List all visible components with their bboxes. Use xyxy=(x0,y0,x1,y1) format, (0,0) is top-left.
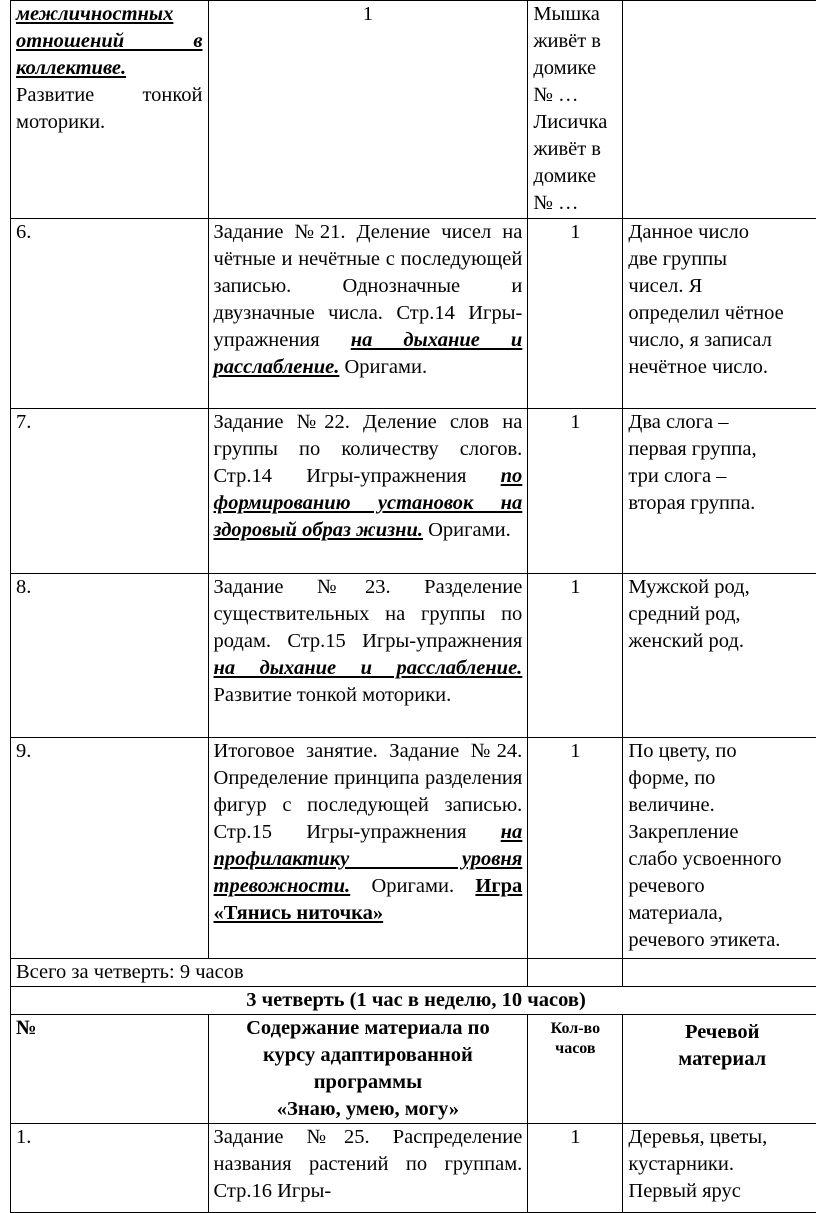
speech-line: число, я записал xyxy=(628,327,816,354)
row-speech xyxy=(623,574,816,738)
header-hours-line: часов xyxy=(533,1039,617,1059)
total-hours-empty xyxy=(528,959,623,987)
lesson-plan-table xyxy=(10,0,816,1213)
speech-line: женский род. xyxy=(628,628,816,655)
speech-line: Деревья, цветы, xyxy=(628,1124,816,1151)
row-speech xyxy=(623,219,816,409)
header-content xyxy=(208,1015,528,1124)
row-number: 7. xyxy=(11,409,209,574)
row-hours: 1 xyxy=(528,219,623,409)
header-num: № xyxy=(11,1015,209,1124)
header-hours xyxy=(528,1015,623,1124)
row-number: 8. xyxy=(11,574,209,738)
speech-line: три слога – xyxy=(628,463,816,490)
row-speech xyxy=(623,738,816,959)
speech-line: По цвету, по xyxy=(628,738,816,765)
row-top-emphasis: межличностных отношений в коллективе. xyxy=(16,3,203,79)
header-content-line: курсу адаптированной xyxy=(214,1042,523,1069)
row-speech xyxy=(623,1124,816,1213)
content-text: Оригами. xyxy=(344,356,427,378)
row-number: 6. xyxy=(11,219,209,409)
table-row xyxy=(11,1,816,219)
row-top-hours: 1 xyxy=(208,1,528,219)
row-speech xyxy=(623,409,816,574)
quarter-title: 3 четверть (1 час в неделю, 10 часов) xyxy=(11,987,816,1015)
table-row xyxy=(11,1124,816,1213)
speech-line: вторая группа. xyxy=(628,490,816,517)
content-text: Развитие тонкой моторики. xyxy=(214,684,452,706)
speech-line: форме, по xyxy=(628,765,816,792)
speech-line: речевого этикета. xyxy=(628,927,816,954)
header-content-line: Содержание материала по xyxy=(214,1015,523,1042)
row-hours: 1 xyxy=(528,1124,623,1213)
speech-line: Два слога – xyxy=(628,409,816,436)
content-text: Задание №21. Деление чисел на чётные и нечётные с последующей записью. Однозначные и двузначные числа. Стр.14 Игры-упражнения xyxy=(214,221,523,351)
content-emphasis: на дыхание и расслабление. xyxy=(214,657,523,679)
content-text: Оригами. xyxy=(371,875,454,897)
speech-line: материала, xyxy=(628,900,816,927)
quarter-total: Всего за четверть: 9 часов xyxy=(11,959,528,987)
speech-line: первая группа, xyxy=(628,436,816,463)
table-row xyxy=(11,219,816,409)
table-row xyxy=(11,409,816,574)
row-top-col1 xyxy=(11,1,209,219)
speech-line: Закрепление xyxy=(628,819,816,846)
speech-line: определил чётное xyxy=(628,300,816,327)
table-row xyxy=(11,738,816,959)
content-emphasis: на дыхание и расслабление. xyxy=(214,329,523,378)
content-game: Игра «Тянись ниточка» xyxy=(214,875,523,924)
content-text: Оригами. xyxy=(428,519,511,541)
row-number: 9. xyxy=(11,738,209,959)
row-top-text: Развитие тонкой моторики. xyxy=(16,84,203,133)
content-text: Задание №22. Деление слов на группы по количеству слогов. Стр.14 Игры-упражнения xyxy=(214,411,523,487)
header-speech xyxy=(623,1015,816,1124)
speech-line: слабо усвоенного xyxy=(628,846,816,873)
speech-line: речевого xyxy=(628,873,816,900)
speech-line: нечётное число. xyxy=(628,354,816,381)
table-row-quarter xyxy=(11,987,816,1015)
row-hours: 1 xyxy=(528,409,623,574)
content-emphasis: на профилактику уровня тревожности. xyxy=(214,821,523,897)
speech-line: величине. xyxy=(628,792,816,819)
speech-line: кустарники. xyxy=(628,1151,816,1178)
row-top-speech-line: Мышка живёт в домике № … xyxy=(533,1,617,109)
table-row-total xyxy=(11,959,816,987)
content-text: Итоговое занятие. Задание №24. Определение принципа разделения фигур с последующей записью. Стр.15 Игры-упражнения xyxy=(214,740,523,843)
content-text: Задание №23. Разделение существительных на группы по родам. Стр.15 Игры-упражнения xyxy=(214,576,523,652)
row-content xyxy=(208,219,528,409)
speech-line: Первый ярус xyxy=(628,1178,816,1205)
header-speech-line: Речевой xyxy=(628,1019,816,1046)
header-content-line: программы xyxy=(214,1069,523,1096)
content-emphasis: по формированию установок на здоровый образ жизни. xyxy=(214,465,523,541)
total-speech-empty xyxy=(623,959,816,987)
row-hours: 1 xyxy=(528,574,623,738)
header-content-line: «Знаю, умею, могу» xyxy=(214,1096,523,1123)
row-number: 1. xyxy=(11,1124,209,1213)
row-content xyxy=(208,738,528,959)
speech-line: Мужской род, xyxy=(628,574,816,601)
row-hours: 1 xyxy=(528,738,623,959)
row-content xyxy=(208,574,528,738)
row-content xyxy=(208,409,528,574)
speech-line: две группы xyxy=(628,246,816,273)
header-speech-line: материал xyxy=(628,1046,816,1073)
speech-line: средний род, xyxy=(628,601,816,628)
table-row xyxy=(11,574,816,738)
row-top-speech-line: Лисичка живёт в домике № … xyxy=(533,109,617,217)
row-top-empty xyxy=(623,1,816,219)
speech-line: чисел. Я xyxy=(628,273,816,300)
header-hours-line: Кол-во xyxy=(533,1019,617,1039)
table-header-row xyxy=(11,1015,816,1124)
row-content: Задание №25. Распределение названия растений по группам. Стр.16 Игры- xyxy=(208,1124,528,1213)
speech-line: Данное число xyxy=(628,219,816,246)
row-top-speech xyxy=(528,1,623,219)
